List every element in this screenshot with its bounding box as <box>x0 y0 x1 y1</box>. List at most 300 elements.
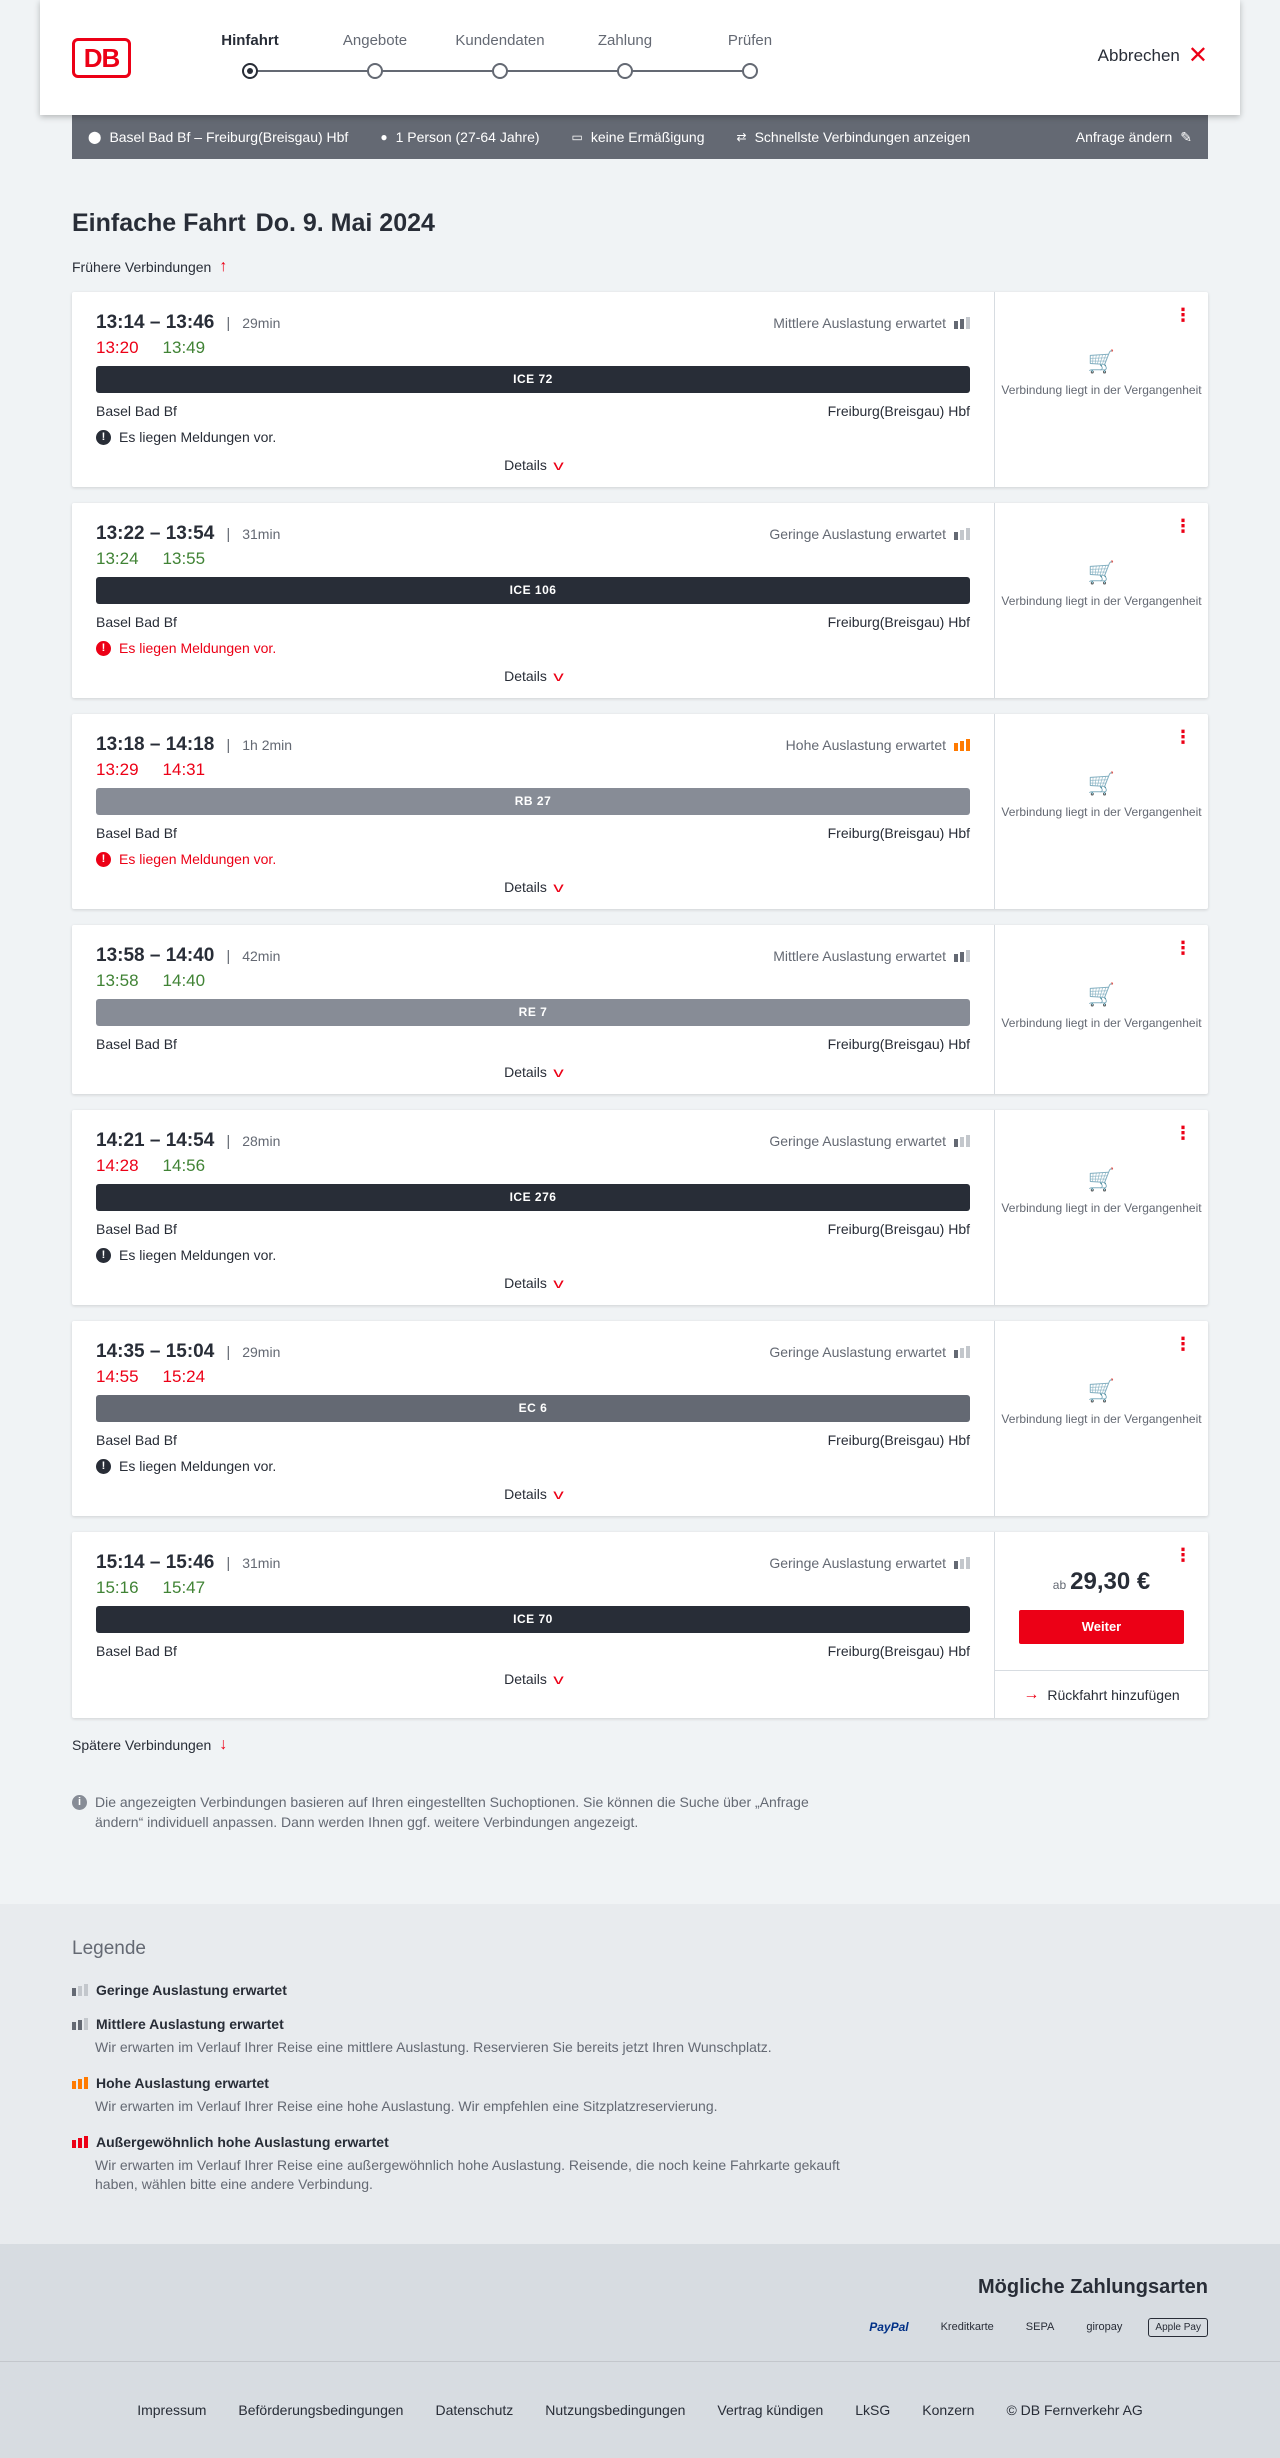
legend-item-title: Außergewöhnlich hohe Auslastung erwartet <box>96 2134 389 2150</box>
realtime-departure: 13:24 <box>96 549 139 568</box>
departure-station: Basel Bad Bf <box>96 1036 177 1052</box>
occupancy-icon <box>72 2077 88 2089</box>
occupancy-bar <box>72 2022 76 2030</box>
chevron-down-icon: v <box>553 457 564 473</box>
occupancy-icon <box>954 1557 970 1569</box>
occupancy-bar <box>954 743 958 751</box>
price-prefix: ab <box>1052 1578 1067 1592</box>
scheduled-times: 13:18 – 14:18 <box>96 734 215 755</box>
info-icon: i <box>72 1795 87 1810</box>
stations-row <box>96 1036 970 1052</box>
chevron-down-icon: v <box>553 1275 564 1291</box>
occupancy-bar <box>960 1348 964 1358</box>
train-segment-bar[interactable]: RB 27 <box>96 788 970 815</box>
past-connection-text: Verbindung liegt in der Vergangenheit <box>1001 383 1202 397</box>
realtime-times <box>96 549 970 569</box>
cart-unavailable-icon: 🛒 <box>1087 1167 1116 1192</box>
stations-row <box>96 1432 970 1448</box>
occupancy-bar <box>960 530 964 540</box>
person-icon: ● <box>380 130 388 144</box>
step-label: Zahlung <box>597 32 653 49</box>
connection-card <box>72 503 1208 698</box>
messages-notice <box>96 429 970 445</box>
more-options-icon[interactable]: ⋮ <box>1174 516 1192 536</box>
realtime-departure: 13:20 <box>96 338 139 357</box>
offer-panel <box>995 292 1208 487</box>
departure-station: Basel Bad Bf <box>96 1221 177 1237</box>
persons-summary <box>380 129 539 145</box>
continue-button[interactable]: Weiter <box>1019 1610 1184 1644</box>
price-value: 29,30 € <box>1070 1568 1151 1595</box>
offer-panel <box>995 714 1208 909</box>
stations-row <box>96 403 970 419</box>
arrival-station: Freiburg(Breisgau) Hbf <box>827 614 970 630</box>
cart-unavailable-icon: 🛒 <box>1087 349 1116 374</box>
search-summary-bar <box>72 115 1208 159</box>
occupancy-status <box>769 1133 970 1149</box>
details-label: Details <box>504 1275 547 1291</box>
legend-item-heading <box>72 2075 1208 2091</box>
arrow-right-icon: → <box>1023 1685 1040 1703</box>
separator: | <box>226 736 231 754</box>
alert-icon: ! <box>96 852 111 867</box>
details-label: Details <box>504 668 547 684</box>
arrival-station: Freiburg(Breisgau) Hbf <box>827 825 970 841</box>
step-label: Hinfahrt <box>221 32 279 49</box>
step-dot-icon <box>367 63 383 79</box>
occupancy-bar <box>954 321 958 329</box>
results-main <box>72 209 1208 1832</box>
realtime-departure: 13:58 <box>96 971 139 990</box>
scheduled-times: 15:14 – 15:46 <box>96 1552 215 1573</box>
details-label: Details <box>504 1064 547 1080</box>
details-label: Details <box>504 1486 547 1502</box>
separator: | <box>226 314 231 332</box>
occupancy-bar <box>966 1135 970 1147</box>
occupancy-bar <box>954 1350 958 1358</box>
occupancy-bar <box>966 317 970 329</box>
past-connection-notice <box>995 1378 1208 1427</box>
realtime-departure: 14:28 <box>96 1156 139 1175</box>
connection-header <box>96 734 970 756</box>
chevron-down-icon: v <box>553 879 564 895</box>
footer-link-nutzungsbedingungen[interactable]: Nutzungsbedingungen <box>545 2402 686 2418</box>
connection-card <box>72 292 1208 487</box>
past-connection-notice <box>995 560 1208 609</box>
connection-info <box>72 714 995 909</box>
payment-icons <box>72 2317 1208 2337</box>
step-zahlung <box>570 32 680 79</box>
more-options-icon[interactable]: ⋮ <box>1174 1123 1192 1143</box>
alert-icon: ! <box>96 1459 111 1474</box>
realtime-times <box>96 1578 970 1598</box>
legend-title: Legende <box>72 1938 146 1959</box>
legend-item-heading <box>72 1982 1208 1998</box>
past-connection-text: Verbindung liegt in der Vergangenheit <box>1001 594 1202 608</box>
legend-section <box>0 1904 1280 2244</box>
chevron-down-icon: v <box>553 1064 564 1080</box>
arrow-up-icon: ↑ <box>219 258 228 275</box>
occupancy-bar <box>72 2081 76 2089</box>
details-label: Details <box>504 879 547 895</box>
travel-duration: 1h 2min <box>242 737 293 753</box>
connection-header <box>96 523 970 545</box>
legend-item-heading <box>72 2134 1208 2150</box>
details-toggle[interactable] <box>96 1486 970 1502</box>
realtime-arrival: 15:47 <box>162 1578 206 1597</box>
connection-header <box>96 1341 970 1363</box>
messages-notice <box>96 640 970 656</box>
route-text: Basel Bad Bf – Freiburg(Breisgau) Hbf <box>109 129 349 145</box>
occupancy-label: Hohe Auslastung erwartet <box>785 737 946 753</box>
option-summary <box>737 129 971 145</box>
connection-card <box>72 925 1208 1094</box>
footer-link-konzern[interactable]: Konzern <box>922 2402 975 2418</box>
train-segment-bar[interactable]: RE 7 <box>96 999 970 1026</box>
footer-link-datenschutz[interactable]: Datenschutz <box>435 2402 514 2418</box>
scheduled-times: 13:58 – 14:40 <box>96 945 215 966</box>
step-dot-icon <box>617 63 633 79</box>
occupancy-label: Mittlere Auslastung erwartet <box>773 315 946 331</box>
edit-request-label: Anfrage ändern <box>1075 129 1173 145</box>
departure-station: Basel Bad Bf <box>96 1432 177 1448</box>
progress-stepper <box>210 32 773 82</box>
alert-icon: ! <box>96 430 111 445</box>
details-toggle[interactable] <box>96 1275 970 1291</box>
add-return-trip-label: Rückfahrt hinzufügen <box>1047 1686 1180 1703</box>
occupancy-bar <box>966 950 970 962</box>
occupancy-bar <box>966 1346 970 1358</box>
swap-arrows-icon: ⇄ <box>736 130 747 144</box>
realtime-arrival: 15:24 <box>162 1367 206 1386</box>
occupancy-status <box>769 1555 970 1571</box>
step-dot-icon <box>492 63 508 79</box>
alert-icon: ! <box>96 641 111 656</box>
occupancy-bar <box>84 2136 88 2148</box>
apple-pay-icon: Apple Pay <box>1148 2318 1208 2337</box>
earlier-connections-label: Frühere Verbindungen <box>72 259 212 275</box>
sepa-icon: SEPA <box>1025 2321 1055 2333</box>
occupancy-icon <box>954 950 970 962</box>
arrow-down-icon: ↓ <box>219 1736 228 1753</box>
stations-row <box>96 1643 970 1659</box>
separator: | <box>226 1343 231 1361</box>
footer-link-impressum[interactable]: Impressum <box>137 2402 207 2418</box>
legend-list <box>72 1982 1208 2194</box>
earlier-connections-button[interactable] <box>72 258 1208 276</box>
cancel-label: Abbrechen <box>1097 46 1180 65</box>
legend-item <box>72 2016 1208 2057</box>
connection-header <box>96 1130 970 1152</box>
details-label: Details <box>504 1671 547 1687</box>
past-connection-notice <box>995 771 1208 820</box>
credit-card-icon: Kreditkarte <box>940 2321 994 2333</box>
departure-station: Basel Bad Bf <box>96 825 177 841</box>
offer-panel <box>995 503 1208 698</box>
alert-icon: ! <box>96 1248 111 1263</box>
step-angebote <box>320 32 430 79</box>
train-segment-bar[interactable]: ICE 276 <box>96 1184 970 1211</box>
realtime-times <box>96 1367 970 1387</box>
occupancy-bar <box>960 741 964 751</box>
messages-notice-text: Es liegen Meldungen vor. <box>119 429 277 445</box>
step-label: Angebote <box>342 32 408 49</box>
occupancy-bar <box>960 952 964 962</box>
occupancy-bar <box>72 1988 76 1996</box>
occupancy-bar <box>966 739 970 751</box>
messages-notice <box>96 1458 970 1474</box>
connection-info <box>72 925 995 1094</box>
occupancy-status <box>773 948 970 964</box>
cart-unavailable-icon: 🛒 <box>1087 771 1116 796</box>
step-dot-icon <box>242 63 258 79</box>
occupancy-icon <box>954 317 970 329</box>
connection-info <box>72 292 995 487</box>
occupancy-bar <box>960 1559 964 1569</box>
page-footer <box>0 2361 1280 2458</box>
realtime-times <box>96 1156 970 1176</box>
cancel-button[interactable] <box>1097 42 1208 69</box>
occupancy-bar <box>72 2140 76 2148</box>
details-toggle[interactable] <box>96 457 970 473</box>
close-icon: ✕ <box>1187 42 1208 69</box>
later-connections-button[interactable] <box>72 1736 1208 1754</box>
later-connections-label: Spätere Verbindungen <box>72 1737 212 1753</box>
legend-item <box>72 1982 1208 1998</box>
realtime-times <box>96 971 970 991</box>
chevron-down-icon: v <box>553 668 564 684</box>
connection-info <box>72 1532 995 1718</box>
more-options-icon[interactable]: ⋮ <box>1174 938 1192 958</box>
occupancy-status <box>786 737 970 753</box>
add-return-trip-button[interactable] <box>995 1670 1208 1718</box>
edit-request-button[interactable] <box>1076 129 1192 146</box>
occupancy-status <box>769 1344 970 1360</box>
arrival-station: Freiburg(Breisgau) Hbf <box>827 1432 970 1448</box>
occupancy-bar <box>84 2077 88 2089</box>
step-hinfahrt <box>195 32 305 79</box>
occupancy-bar <box>84 1984 88 1996</box>
past-connection-text: Verbindung liegt in der Vergangenheit <box>1001 805 1202 819</box>
past-connection-notice <box>995 349 1208 398</box>
legend-item <box>72 2134 1208 2194</box>
occupancy-label: Geringe Auslastung erwartet <box>769 1344 946 1360</box>
step-label: Prüfen <box>727 32 773 49</box>
footer-link-befoerderungsbedingungen[interactable]: Beförderungsbedingungen <box>238 2402 404 2418</box>
route-summary <box>88 129 348 145</box>
legend-item-title: Hohe Auslastung erwartet <box>96 2075 269 2091</box>
occupancy-bar <box>954 954 958 962</box>
cart-unavailable-icon: 🛒 <box>1087 982 1116 1007</box>
details-toggle[interactable] <box>96 1671 970 1687</box>
discount-text: keine Ermäßigung <box>590 129 705 145</box>
page-title-date: Do. 9. Mai 2024 <box>255 209 435 237</box>
footer-link-vertrag-kuendigen[interactable]: Vertrag kündigen <box>717 2402 824 2418</box>
separator: | <box>226 1132 231 1150</box>
occupancy-bar <box>960 319 964 329</box>
stations-row <box>96 614 970 630</box>
location-pin-icon: ⬤ <box>88 130 102 144</box>
legend-item <box>72 2075 1208 2116</box>
train-segment-bar[interactable]: ICE 70 <box>96 1606 970 1633</box>
scheduled-times: 13:22 – 13:54 <box>96 523 215 544</box>
details-toggle[interactable] <box>96 879 970 895</box>
footer-copyright: © DB Fernverkehr AG <box>1006 2402 1143 2418</box>
arrival-station: Freiburg(Breisgau) Hbf <box>827 403 970 419</box>
discount-summary <box>572 129 705 145</box>
separator: | <box>226 1554 231 1572</box>
departure-station: Basel Bad Bf <box>96 403 177 419</box>
occupancy-bar <box>78 2079 82 2089</box>
connection-info <box>72 1321 995 1516</box>
messages-notice-text: Es liegen Meldungen vor. <box>119 851 277 867</box>
offer-panel <box>995 925 1208 1094</box>
details-toggle[interactable] <box>96 668 970 684</box>
realtime-times <box>96 760 970 780</box>
realtime-arrival: 13:55 <box>162 549 206 568</box>
train-segment-bar[interactable]: EC 6 <box>96 1395 970 1422</box>
occupancy-icon <box>72 1984 88 1996</box>
occupancy-status <box>773 315 970 331</box>
page-title <box>72 209 1208 238</box>
step-dot-icon <box>742 63 758 79</box>
occupancy-label: Mittlere Auslastung erwartet <box>773 948 946 964</box>
travel-duration: 31min <box>242 1555 281 1571</box>
stations-row <box>96 825 970 841</box>
stations-row <box>96 1221 970 1237</box>
more-options-icon[interactable]: ⋮ <box>1174 1545 1192 1565</box>
search-info-note <box>72 1792 842 1832</box>
realtime-arrival: 13:49 <box>162 338 206 357</box>
messages-notice-text: Es liegen Meldungen vor. <box>119 1247 277 1263</box>
legend-item-description: Wir erwarten im Verlauf Ihrer Reise eine außergewöhnlich hohe Auslastung. Reisende, die noch keine Fahrkarte gekauft haben, wählen bitte eine andere Verbindung. <box>95 2157 840 2192</box>
travel-duration: 42min <box>242 948 281 964</box>
occupancy-icon <box>72 2018 88 2030</box>
occupancy-label: Geringe Auslastung erwartet <box>769 526 946 542</box>
realtime-arrival: 14:40 <box>162 971 206 990</box>
occupancy-icon <box>954 739 970 751</box>
legend-item-title: Mittlere Auslastung erwartet <box>96 2016 284 2032</box>
more-options-icon[interactable]: ⋮ <box>1174 1334 1192 1354</box>
giropay-icon: giropay <box>1086 2321 1123 2333</box>
past-connection-text: Verbindung liegt in der Vergangenheit <box>1001 1016 1202 1030</box>
scheduled-times: 13:14 – 13:46 <box>96 312 215 333</box>
step-label: Kundendaten <box>455 32 545 49</box>
legend-item-description: Wir erwarten im Verlauf Ihrer Reise eine mittlere Auslastung. Reservieren Sie bereits jetzt Ihren Wunschplatz. <box>95 2039 772 2055</box>
details-label: Details <box>504 457 547 473</box>
past-connection-notice <box>995 1167 1208 1216</box>
realtime-departure: 13:29 <box>96 760 139 779</box>
connection-info <box>72 503 995 698</box>
occupancy-bar <box>78 2138 82 2148</box>
occupancy-bar <box>78 1986 82 1996</box>
occupancy-bar <box>954 1139 958 1147</box>
offer-panel <box>995 1321 1208 1516</box>
connection-card <box>72 1532 1208 1718</box>
connection-card <box>72 1321 1208 1516</box>
messages-notice <box>96 1247 970 1263</box>
messages-notice <box>96 851 970 867</box>
occupancy-bar <box>966 528 970 540</box>
offer-panel <box>995 1532 1208 1718</box>
page-title-trip-type: Einfache Fahrt <box>72 209 246 237</box>
payment-methods-section <box>0 2244 1280 2361</box>
connection-header <box>96 1552 970 1574</box>
offer-panel <box>995 1110 1208 1305</box>
past-connection-text: Verbindung liegt in der Vergangenheit <box>1001 1201 1202 1215</box>
legend-item-title: Geringe Auslastung erwartet <box>96 1982 287 1998</box>
arrival-station: Freiburg(Breisgau) Hbf <box>827 1221 970 1237</box>
occupancy-bar <box>84 2018 88 2030</box>
occupancy-icon <box>954 1135 970 1147</box>
connection-card <box>72 714 1208 909</box>
occupancy-bar <box>966 1557 970 1569</box>
realtime-departure: 15:16 <box>96 1578 139 1597</box>
step-kundendaten <box>445 32 555 79</box>
realtime-departure: 14:55 <box>96 1367 139 1386</box>
cart-unavailable-icon: 🛒 <box>1087 1378 1116 1403</box>
more-options-icon[interactable]: ⋮ <box>1174 305 1192 325</box>
departure-station: Basel Bad Bf <box>96 614 177 630</box>
occupancy-label: Geringe Auslastung erwartet <box>769 1133 946 1149</box>
scheduled-times: 14:21 – 14:54 <box>96 1130 215 1151</box>
realtime-arrival: 14:31 <box>162 760 206 779</box>
chevron-down-icon: v <box>553 1486 564 1502</box>
occupancy-icon <box>954 1346 970 1358</box>
persons-text: 1 Person (27-64 Jahre) <box>395 129 540 145</box>
payment-methods-title: Mögliche Zahlungsarten <box>977 2276 1208 2298</box>
departure-station: Basel Bad Bf <box>96 1643 177 1659</box>
travel-duration: 29min <box>242 315 281 331</box>
past-connection-text: Verbindung liegt in der Vergangenheit <box>1001 1412 1202 1426</box>
db-logo[interactable]: DB <box>72 38 131 78</box>
messages-notice-text: Es liegen Meldungen vor. <box>119 1458 277 1474</box>
separator: | <box>226 947 231 965</box>
past-connection-notice <box>995 982 1208 1031</box>
occupancy-icon <box>72 2136 88 2148</box>
footer-link-lksg[interactable]: LkSG <box>855 2402 891 2418</box>
details-toggle[interactable] <box>96 1064 970 1080</box>
occupancy-bar <box>954 1561 958 1569</box>
occupancy-bar <box>960 1137 964 1147</box>
train-segment-bar[interactable]: ICE 106 <box>96 577 970 604</box>
more-options-icon[interactable]: ⋮ <box>1174 727 1192 747</box>
step-pruefen <box>695 32 805 79</box>
connection-info <box>72 1110 995 1305</box>
connection-card <box>72 1110 1208 1305</box>
option-text: Schnellste Verbindungen anzeigen <box>754 129 971 145</box>
cart-unavailable-icon: 🛒 <box>1087 560 1116 585</box>
realtime-times <box>96 338 970 358</box>
legend-item-heading <box>72 2016 1208 2032</box>
connection-list <box>72 292 1208 1718</box>
scheduled-times: 14:35 – 15:04 <box>96 1341 215 1362</box>
travel-duration: 29min <box>242 1344 281 1360</box>
pencil-icon: ✎ <box>1180 128 1192 145</box>
chevron-down-icon: v <box>553 1671 564 1687</box>
realtime-arrival: 14:56 <box>162 1156 206 1175</box>
occupancy-status <box>769 526 970 542</box>
bahncard-icon: ▭ <box>571 130 583 144</box>
train-segment-bar[interactable]: ICE 72 <box>96 366 970 393</box>
arrival-station: Freiburg(Breisgau) Hbf <box>827 1643 970 1659</box>
occupancy-bar <box>78 2020 82 2030</box>
messages-notice-text: Es liegen Meldungen vor. <box>119 640 277 656</box>
app-header <box>40 0 1240 115</box>
legend-item-description: Wir erwarten im Verlauf Ihrer Reise eine hohe Auslastung. Wir empfehlen eine Sitzplatzreservierung. <box>95 2098 718 2114</box>
occupancy-bar <box>954 532 958 540</box>
paypal-icon: PayPal <box>869 2320 909 2334</box>
